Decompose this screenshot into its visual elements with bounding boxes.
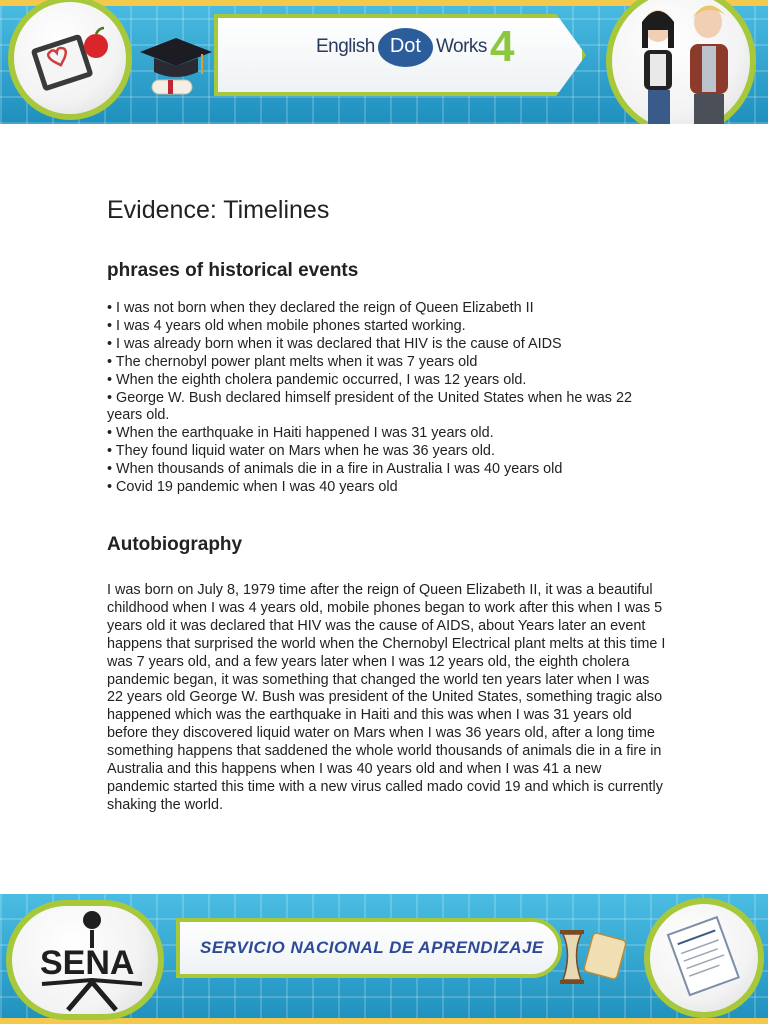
- autobiography-paragraph: I was born on July 8, 1979 time after the reign of Queen Elizabeth II, it was a beautiful childhood when I was 4 years old, mobile phones began to work after this when I was 5 years old it was declared that HIV was the cause of AIDS, about Years later an event happens that surprised the world when the Chernobyl Electrical plant melts at this time I was 7 years old, and a few years later when I was 12 years old, the eighth cholera pandemic began, it was something that changed the world ten years later when I was 22 years old George W. Bush was president of the United States, something tragic also happened which was the earthquake in Haiti and this was when I was 31 years old before they discovered liquid water on Mars when I was 36 years old, after a long time something happens that saddened the whole world thousands of animals die in a fire in Australia and this happens when I was 40 years old and when I was 41 a new pandemic started this time with a new virus called mado covid 19 and which is currently shaking the world.: [107, 582, 666, 813]
- students-illustration-icon: [612, 0, 750, 124]
- institution-name: SERVICIO NACIONAL DE APRENDIZAJE: [200, 938, 544, 957]
- page-title: Evidence: Timelines: [107, 196, 330, 224]
- list-item: • George W. Bush declared himself president of the United States when he was 22 years old.: [107, 389, 632, 424]
- brand-english-text: English: [316, 36, 375, 57]
- list-item: • When the earthquake in Haiti happened I was 31 years old.: [107, 425, 494, 442]
- planner-apple-icon: [14, 2, 126, 114]
- certificate-icon: [650, 904, 758, 1012]
- header-banner: [0, 0, 768, 124]
- phrases-heading: phrases of historical events: [107, 260, 359, 281]
- list-item: • I was already born when it was declared that HIV is the cause of AIDS: [107, 335, 562, 352]
- hourglass-scroll-icon: [556, 926, 628, 990]
- list-item: • Covid 19 pandemic when I was 40 years old: [107, 479, 398, 496]
- sena-logo-text: SENA: [40, 944, 135, 982]
- sena-logo-icon: [12, 906, 158, 1014]
- students-badge: [606, 0, 756, 124]
- list-item: • When the eighth cholera pandemic occurred, I was 12 years old.: [107, 371, 527, 388]
- sena-logo-badge: [6, 900, 164, 1020]
- certificate-badge: [644, 898, 764, 1018]
- autobiography-heading: Autobiography: [107, 534, 243, 555]
- graduation-cap-icon: [138, 34, 214, 102]
- list-item: • The chernobyl power plant melts when it was 7 years old: [107, 353, 478, 370]
- list-item: • I was 4 years old when mobile phones started working.: [107, 317, 466, 334]
- planner-badge: [8, 0, 132, 120]
- brand-logo: [316, 22, 514, 72]
- brand-dot-bubble: Dot: [378, 28, 433, 67]
- phrases-list: [107, 300, 667, 497]
- brand-works-text: Works: [435, 36, 487, 57]
- brand-level-number: 4: [489, 22, 515, 71]
- list-item: • I was not born when they declared the reign of Queen Elizabeth II: [107, 300, 534, 316]
- list-item: • When thousands of animals die in a fire in Australia I was 40 years old: [107, 461, 563, 478]
- footer-banner: [0, 894, 768, 1024]
- list-item: • They found liquid water on Mars when he was 36 years old.: [107, 443, 495, 460]
